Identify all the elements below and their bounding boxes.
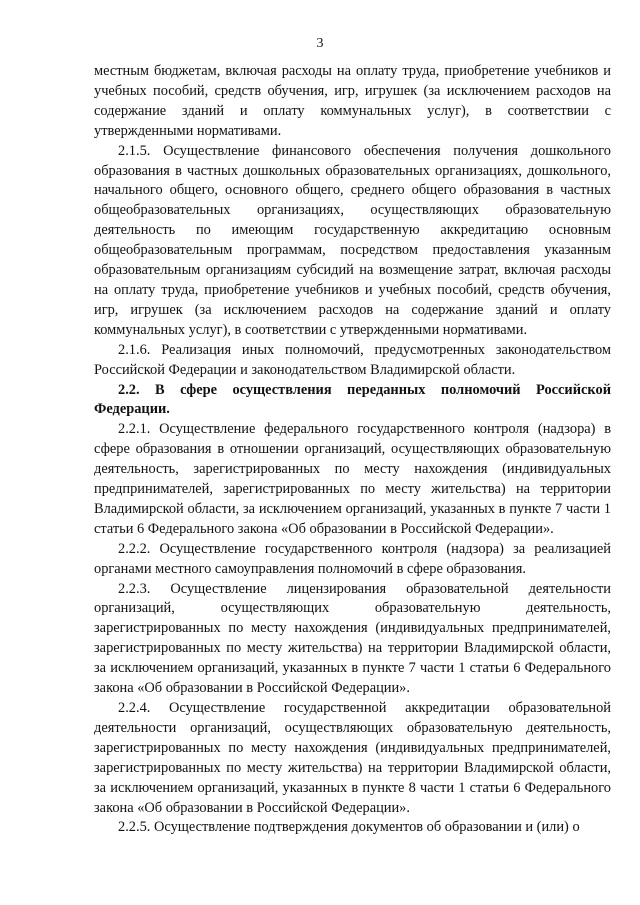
paragraph-2-2-4: 2.2.4. Осуществление государственной аккредитации образовательной деятельности организаций, осуществляющих образовательную деятельность, зарегистрированных по месту нахождения (индивидуальных предпринимателей, зарегистрированных по месту жительства) на территории Владимирской области, за исключением организаций, указанных в пункте 8 части 1 статьи 6 Федерального закона «Об образовании в Российской Федерации».: [94, 700, 611, 816]
paragraph-2-2-3: 2.2.3. Осуществление лицензирования образовательной деятельности организаций, осуществляющих образовательную деятельность, зарегистрированных по месту нахождения (индивидуальных предпринимателей, зарегистрированных по месту жительства) на территории Владимирской области, за исключением организаций, указанных в пункте 7 части 1 статьи 6 Федерального закона «Об образовании в Российской Федерации».: [94, 580, 611, 697]
paragraph-2-2-1: 2.2.1. Осуществление федерального государственного контроля (надзора) в сфере образования в отношении организаций, осуществляющих образовательную деятельность, зарегистрированных по месту нахождения (индивидуальных предпринимателей, зарегистрированных по месту жительства) на территории Владимирской области, за исключением организаций, указанных в пункте 7 части 1 статьи 6 Федерального закона «Об образовании в Российской Федерации».: [94, 421, 611, 537]
document-body: [94, 62, 611, 838]
paragraph-2-1-6: 2.1.6. Реализация иных полномочий, предусмотренных законодательством Российской Федерации и законодательством Владимирской области.: [94, 341, 611, 378]
page-number: 3: [316, 36, 324, 51]
section-heading-2-2: 2.2. В сфере осуществления переданных полномочий Российской Федерации.: [94, 381, 611, 418]
paragraph-budget-continuation: местным бюджетам, включая расходы на оплату труда, приобретение учебников и учебных пособий, средств обучения, игр, игрушек (за исключением расходов на содержание зданий и оплату коммунальных услуг), в соответствии с утвержденными нормативами.: [94, 63, 611, 139]
paragraph-2-2-5: 2.2.5. Осуществление подтверждения документов об образовании и (или) о: [118, 819, 580, 836]
paragraph-2-2-2: 2.2.2. Осуществление государственного контроля (надзора) за реализацией органами местного самоуправления полномочий в сфере образования.: [94, 540, 611, 577]
paragraph-2-1-5: 2.1.5. Осуществление финансового обеспечения получения дошкольного образования в частных дошкольных образовательных организациях, дошкольного, начального общего, основного общего, среднего общего образования в частных общеобразовательных организациях, осуществляющих образовательную деятельность по имеющим государственную аккредитацию основным общеобразовательным программам, посредством предоставления указанным образовательным организациям субсидий на возмещение затрат, включая расходы на оплату труда, приобретение учебников и учебных пособий, средств обучения, игр, игрушек (за исключением расходов на содержание зданий и оплату коммунальных услуг), в соответствии с утвержденными нормативами.: [94, 142, 611, 338]
